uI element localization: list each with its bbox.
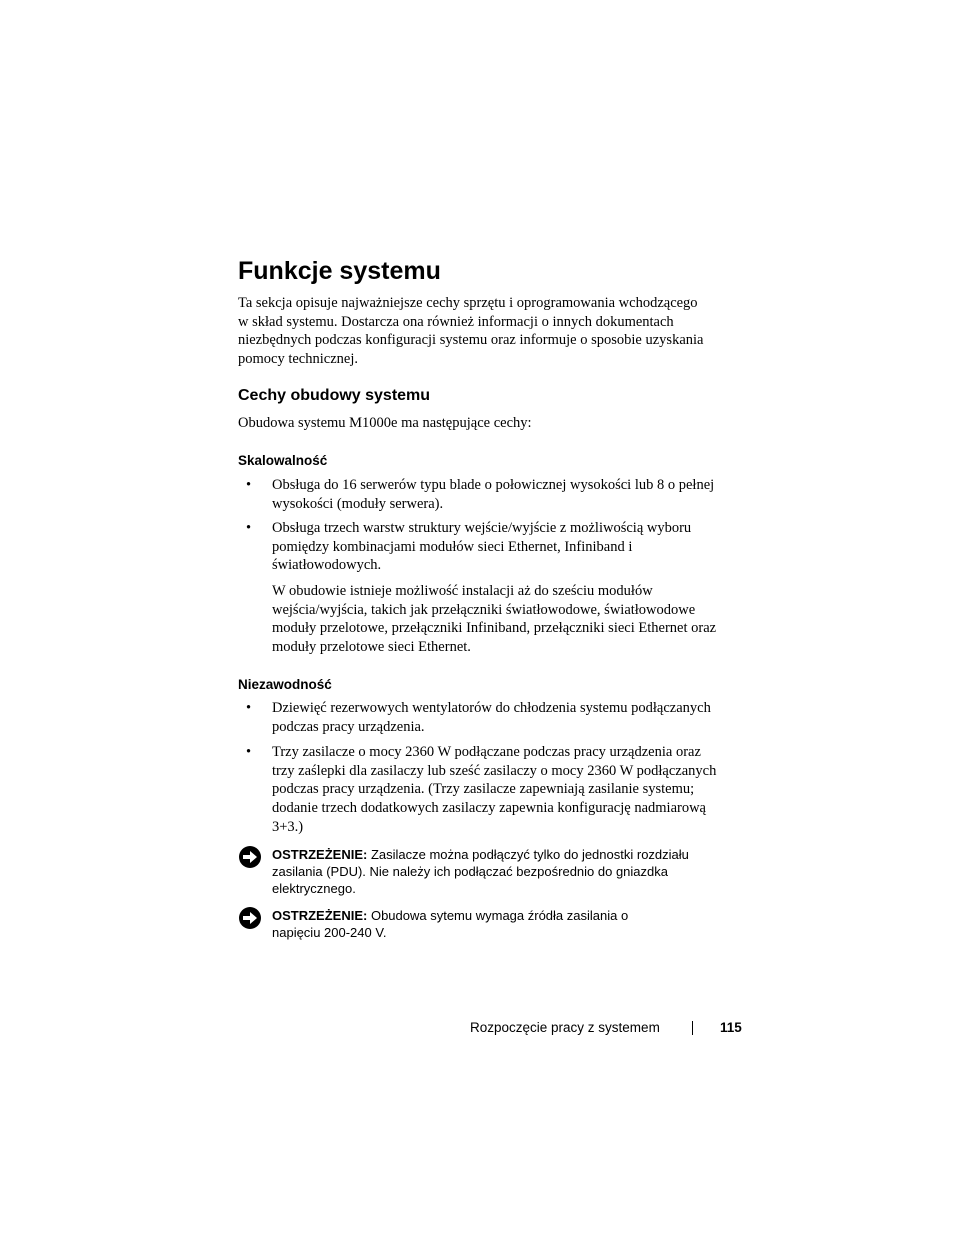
notice-line: Zasilacze można podłączyć tylko do jednostki rozdziału [367,847,689,862]
notice-text [272,846,689,897]
text-line: Dziewięć rezerwowych wentylatorów do chłodzenia systemu podłączanych [272,700,711,716]
text-line: W obudowie istnieje możliwość instalacji aż do sześciu modułów [272,583,653,599]
text-line: podczas pracy urządzenia. (Trzy zasilacze zapewniają zasilanie systemu; [272,781,695,798]
scalability-heading: Skalowalność [238,453,328,468]
text-line: wysokości (moduły serwera). [272,495,444,512]
intro-line: pomocy technicznej. [238,351,358,368]
notice-line: elektrycznego. [272,881,356,896]
notice-line: Obudowa sytemu wymaga źródła zasilania o [367,908,629,923]
reliability-bullet-1 [272,699,742,736]
intro-line: niezbędnych podczas konfiguracji systemu oraz informuje o sposobie uzyskania [238,332,704,349]
notice-label: OSTRZEŻENIE: [272,847,368,862]
notice-arrow-icon [238,906,262,930]
text-line: trzy zaślepki dla zasilaczy lub sześć zasilaczy o mocy 2360 W podłączanych [272,762,717,779]
section-heading: Cechy obudowy systemu [238,387,431,404]
section-lead: Obudowa systemu M1000e ma następujące cechy: [238,415,532,431]
bullet-marker: • [246,477,252,493]
notice-arrow-icon [238,845,262,869]
text-line: Obsługa do 16 serwerów typu blade o połowicznej wysokości lub 8 o pełnej [272,477,715,493]
intro-paragraph [238,294,738,369]
notice-line: napięciu 200-240 V. [272,925,387,940]
intro-line: w skład systemu. Dostarcza ona również informacji o innych dokumentach [238,313,674,330]
text-line: światłowodowych. [272,557,382,574]
bullet-marker: • [246,700,252,716]
text-line: pomiędzy kombinacjami modułów sieci Ethernet, Infiniband i [272,538,633,555]
scalability-bullet-2 [272,519,742,575]
reliability-heading: Niezawodność [238,677,332,692]
text-line: Obsługa trzech warstw struktury wejście/wyjście z możliwością wyboru [272,520,692,536]
page-title: Funkcje systemu [238,257,441,285]
text-line: 3+3.) [272,818,304,835]
scalability-paragraph [272,582,742,657]
text-line: moduły przelotowe sieci Ethernet. [272,639,471,656]
text-line: dodanie trzech dodatkowych zasilaczy zapewnia konfigurację nadmiarową [272,800,706,817]
footer-chapter-title: Rozpoczęcie pracy z systemem [470,1020,660,1035]
text-line: podczas pracy urządzenia. [272,718,425,735]
bullet-marker: • [246,520,252,536]
reliability-bullet-2 [272,743,742,837]
notice-text [272,907,628,941]
intro-line: Ta sekcja opisuje najważniejsze cechy sprzętu i oprogramowania wchodzącego [238,295,698,311]
text-line: moduły przelotowe, przełączniki Infiniband, przełączniki sieci Ethernet oraz [272,620,717,637]
page-footer [470,1019,742,1037]
text-line: Trzy zasilacze o mocy 2360 W podłączane podczas pracy urządzenia oraz [272,744,701,760]
footer-separator [692,1021,693,1035]
text-line: wejścia/wyjścia, takich jak przełączniki światłowodowe, światłowodowe [272,601,696,618]
page-number: 115 [720,1020,742,1035]
scalability-bullet-1 [272,476,742,513]
bullet-marker: • [246,744,252,760]
notice-line: zasilania (PDU). Nie należy ich podłączać bezpośrednio do gniazdka [272,864,668,879]
notice-label: OSTRZEŻENIE: [272,908,368,923]
